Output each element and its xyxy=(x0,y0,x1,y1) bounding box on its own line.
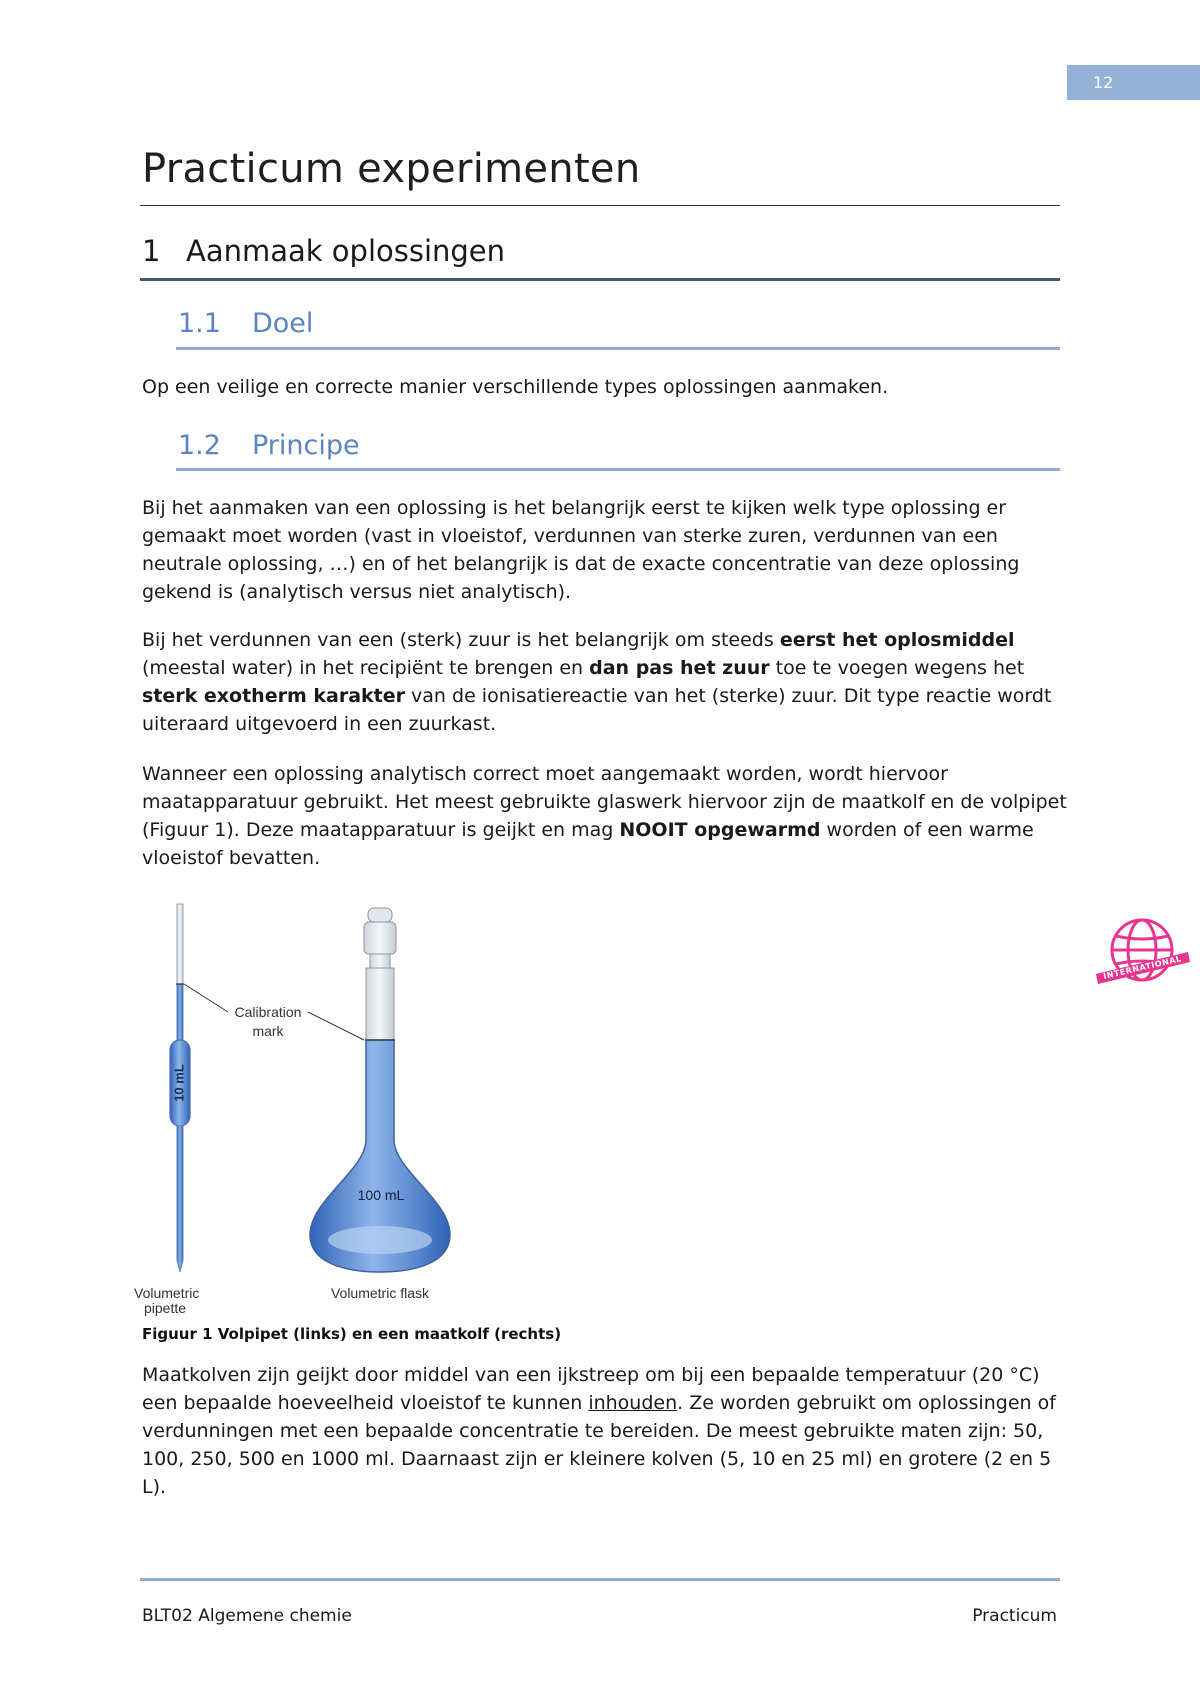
pipette-label-line2: pipette xyxy=(144,1300,187,1316)
bold-text: sterk exotherm karakter xyxy=(142,685,405,707)
calibration-mark-callout xyxy=(184,984,364,1040)
underlined-text: inhouden xyxy=(588,1392,678,1414)
section-heading xyxy=(142,234,505,268)
bold-text: NOOIT opgewarmd xyxy=(619,819,821,841)
volumetric-flask xyxy=(310,908,450,1272)
subsection-number: 1.2 xyxy=(178,430,221,461)
calibration-label-line1: Calibration xyxy=(234,1004,302,1020)
principe-paragraph-3: Wanneer een oplossing analytisch correct moet aangemaakt worden, wordt hiervoor maatapparatuur gebruikt. Het meest gebruikte glaswerk hiervoor zijn de maatkolf en de volpipet (Figuur 1). Deze maatapparatuur is geijkt en mag NOOIT opgewarmd worden of een warme vloeistof bevatten. xyxy=(142,763,1067,869)
title-divider xyxy=(140,205,1060,206)
subsection-divider xyxy=(176,468,1060,471)
subsection-number: 1.1 xyxy=(178,308,221,339)
international-stamp-logo xyxy=(1092,912,1192,1002)
footer-section: Practicum xyxy=(972,1606,1057,1626)
principe-paragraph-2: Bij het verdunnen van een (sterk) zuur is het belangrijk om steeds eerst het oplosmiddel (meestal water) in het recipiënt te brengen en dan pas het zuur toe te voegen wegens het sterk exotherm karakter van de ionisatiereactie van het (sterke) zuur. Dit type reactie wordt uiteraard uitgevoerd in een zuurkast. xyxy=(142,629,1052,735)
principe-paragraph-1: Bij het aanmaken van een oplossing is het belangrijk eerst te kijken welk type oplossing er gemaakt moet worden (vast in vloeistof, verdunnen van sterke zuren, verdunnen van een neutrale oplossing, …) en of het belangrijk is dat de exacte concentratie van deze oplossing gekend is (analytisch versus niet analytisch). xyxy=(142,497,1020,603)
footer-divider xyxy=(140,1578,1060,1581)
section-title: Aanmaak oplossingen xyxy=(186,234,506,268)
svg-text:INTERNATIONAL: INTERNATIONAL xyxy=(1102,954,1183,981)
footer-course: BLT02 Algemene chemie xyxy=(142,1606,352,1626)
subsection-heading-doel xyxy=(178,308,313,339)
subsection-title: Doel xyxy=(252,308,314,339)
subsection-title: Principe xyxy=(252,430,360,461)
section-divider xyxy=(140,278,1060,281)
glassware-figure xyxy=(132,900,492,1320)
flask-volume-label: 100 mL xyxy=(357,1187,405,1203)
doel-paragraph: Op een veilige en correcte manier verschillende types oplossingen aanmaken. xyxy=(142,376,889,398)
principe-paragraph-4: Maatkolven zijn geijkt door middel van een ijkstreep om bij een bepaalde temperatuur (20 °C) een bepaalde hoeveelheid vloeistof te kunnen inhouden. Ze worden gebruikt om oplossingen of verdunningen met een bepaalde concentratie te bereiden. De meest gebruikte maten zijn: 50, 100, 250, 500 en 1000 ml. Daarnaast zijn er kleinere kolven (5, 10 en 25 ml) en grotere (2 en 5 L). xyxy=(142,1364,1056,1498)
pipette-label-line1: Volumetric xyxy=(134,1285,200,1301)
pipette-volume-label: 10 mL xyxy=(171,1064,187,1102)
bold-text: eerst het oplosmiddel xyxy=(779,629,1015,651)
volumetric-pipette xyxy=(170,904,190,1272)
page-number: 12 xyxy=(1067,65,1200,100)
bold-text: dan pas het zuur xyxy=(589,657,770,679)
page-title: Practicum experimenten xyxy=(142,146,641,192)
figure-caption: Figuur 1 Volpipet (links) en een maatkolf (rechts) xyxy=(142,1325,562,1343)
flask-label: Volumetric flask xyxy=(330,1285,430,1301)
subsection-divider xyxy=(176,347,1060,350)
subsection-heading-principe xyxy=(178,430,360,461)
calibration-label-line2: mark xyxy=(252,1023,284,1039)
section-number: 1 xyxy=(142,234,161,268)
